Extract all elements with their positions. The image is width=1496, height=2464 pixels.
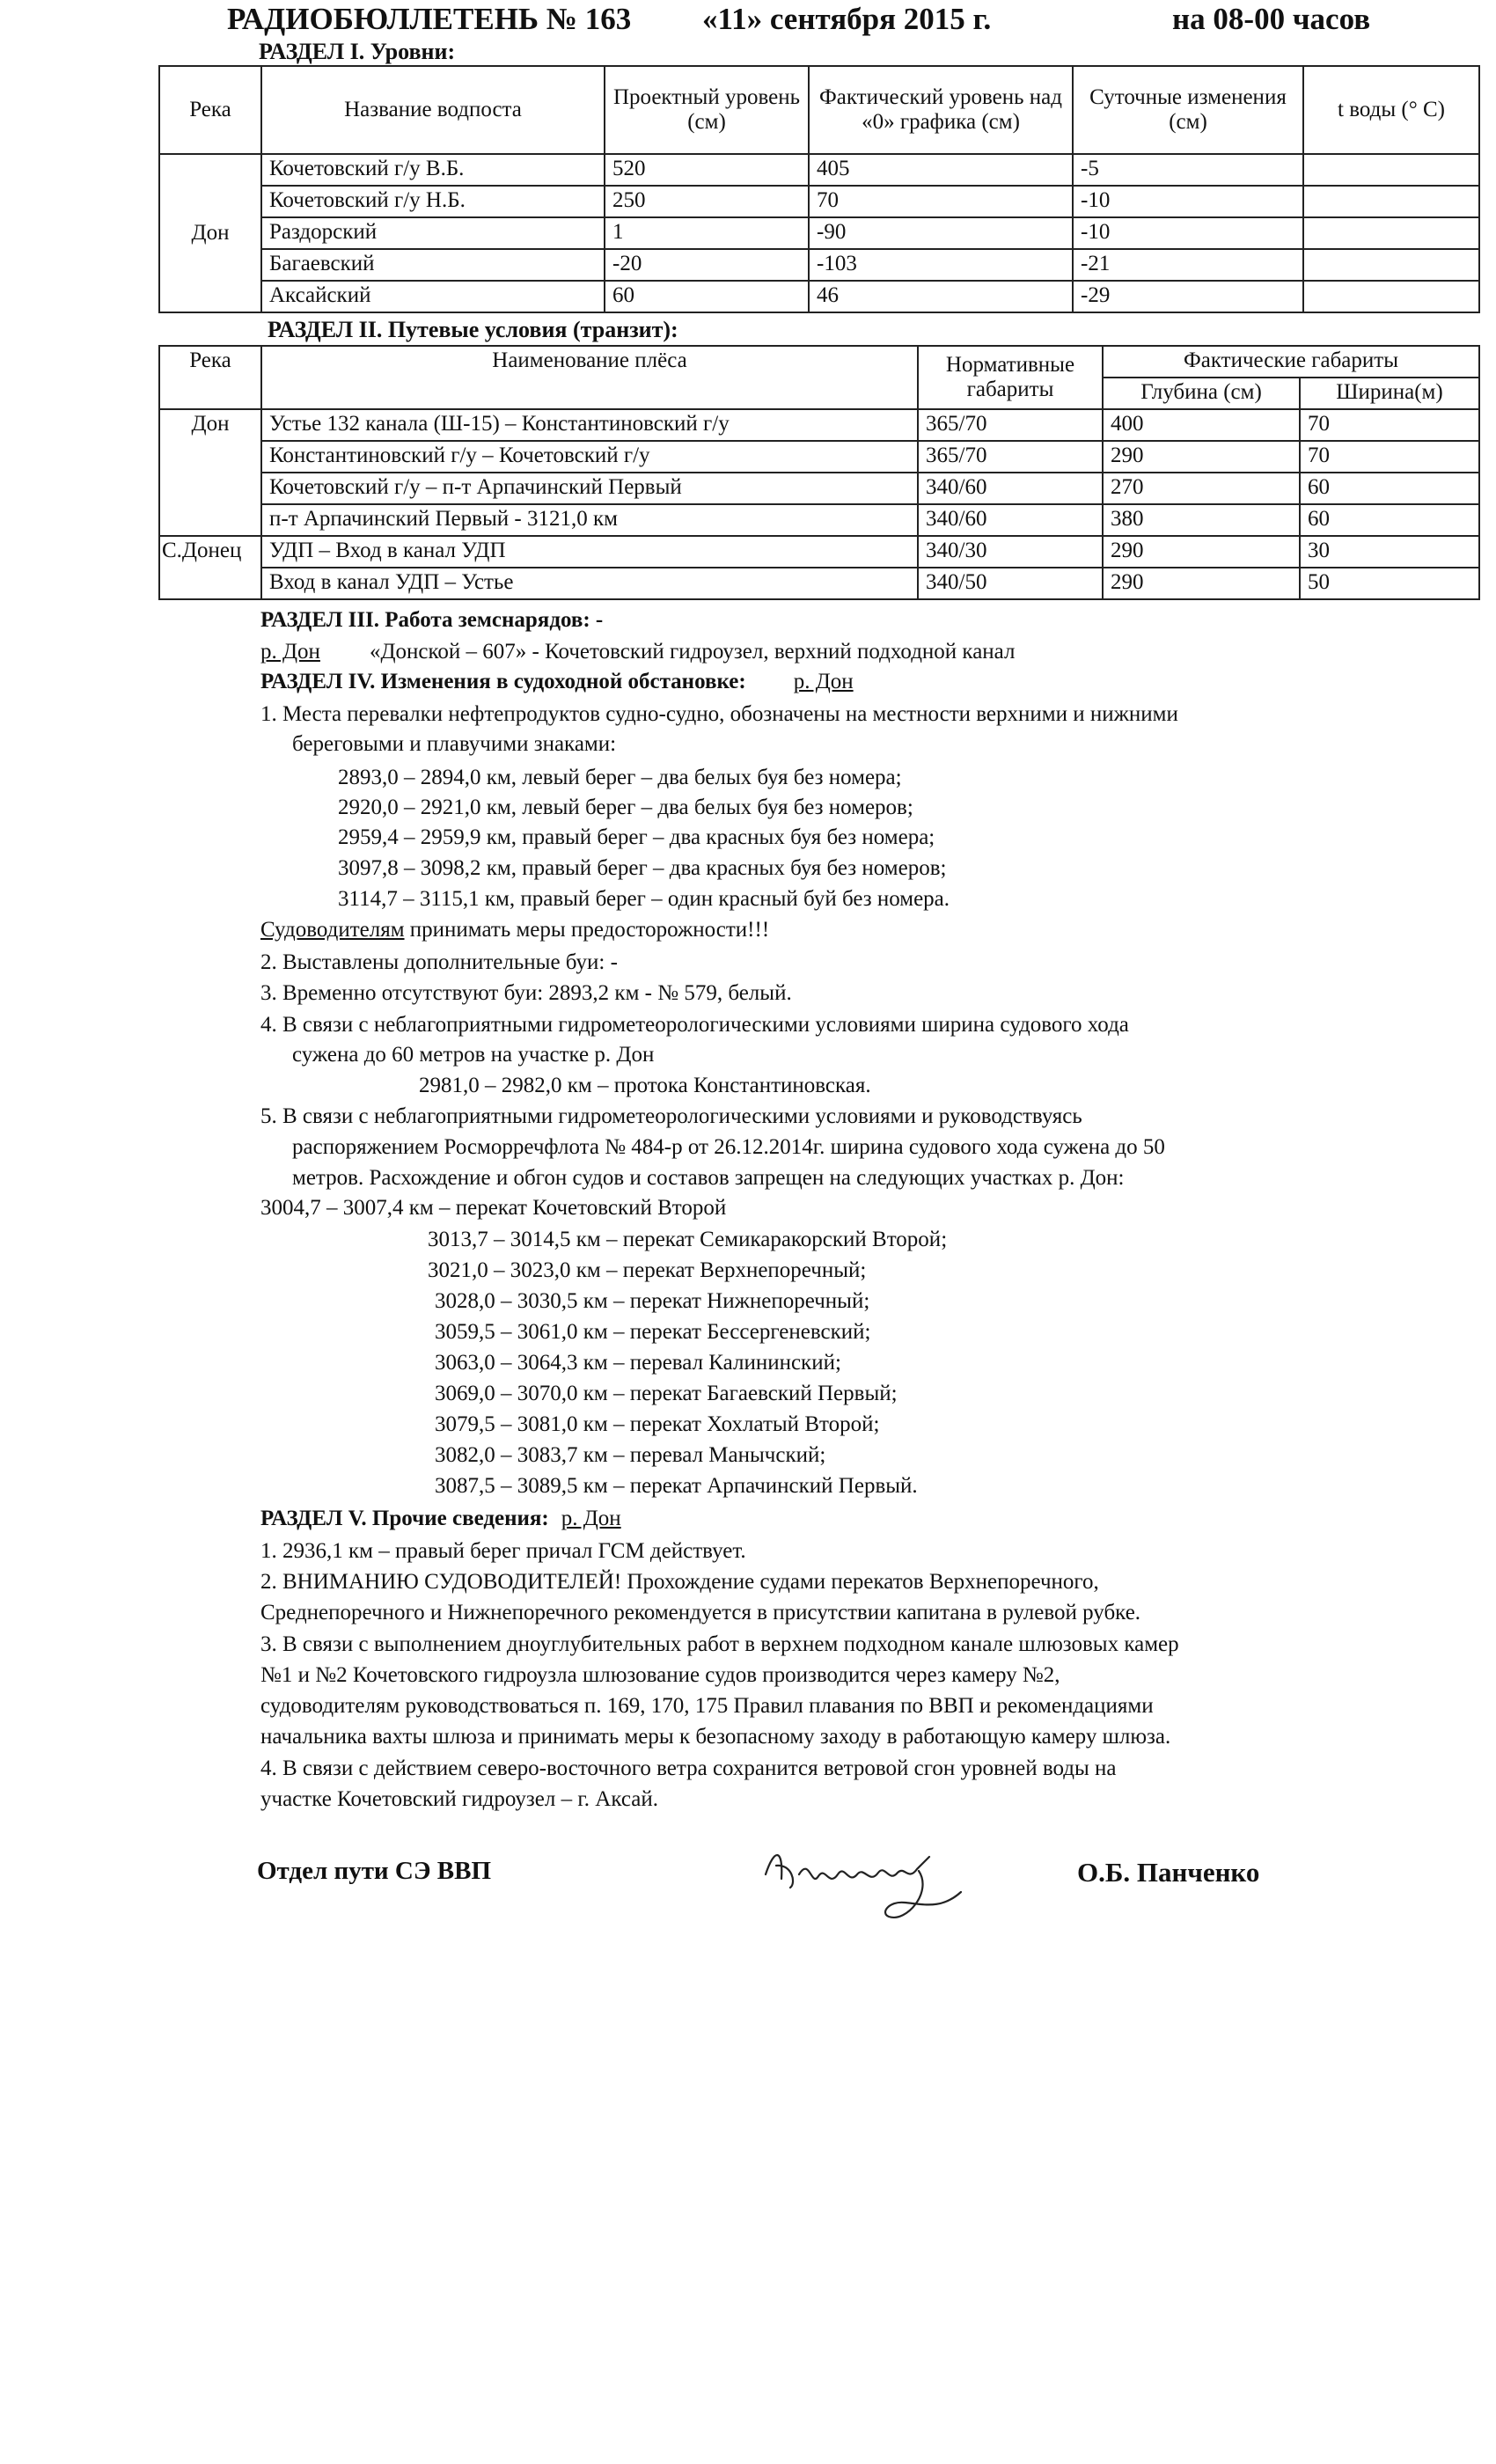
reach-cell: Устье 132 канала (Ш-15) – Константиновский г/у xyxy=(261,409,918,441)
list-item: 2959,4 – 2959,9 км, правый берег – два красных буя без номера; xyxy=(338,825,935,849)
list-item: 3063,0 – 3064,3 км – перевал Калининский; xyxy=(435,1351,841,1375)
col-header-width: Ширина(м) xyxy=(1300,378,1479,409)
table-row xyxy=(159,473,1479,504)
section4-item2: 2. Выставлены дополнительные буи: - xyxy=(260,950,618,974)
list-item: 3059,5 – 3061,0 км – перекат Бессергеневский; xyxy=(435,1320,871,1344)
section5-line: Среднепоречного и Нижнепоречного рекомендуется в присутствии капитана в рулевой рубке. xyxy=(260,1601,1141,1624)
reach-cell: Вход в канал УДП – Устье xyxy=(261,568,918,599)
section5-line: судоводителям руководствоваться п. 169, 170, 175 Правил плавания по ВВП и рекомендациями xyxy=(260,1694,1154,1718)
water-temp-cell xyxy=(1303,186,1479,217)
design-level-cell: 520 xyxy=(605,154,809,186)
daily-change-cell: -29 xyxy=(1073,281,1303,312)
list-item: 3097,8 – 3098,2 км, правый берег – два красных буя без номеров; xyxy=(338,856,947,880)
section4-item4-line1: 4. В связи с неблагоприятными гидрометеорологическими условиями ширина судового хода xyxy=(260,1013,1129,1037)
col-header-design-level: Проектный уровень (см) xyxy=(605,66,809,154)
water-temp-cell xyxy=(1303,249,1479,281)
section5-line: 1. 2936,1 км – правый берег причал ГСМ действует. xyxy=(260,1539,746,1563)
bulletin-date: «11» сентября 2015 г. xyxy=(702,2,992,36)
depth-cell: 380 xyxy=(1103,504,1300,536)
actual-level-cell: 70 xyxy=(809,186,1073,217)
section4-heading xyxy=(260,667,854,697)
table-row xyxy=(159,217,1479,249)
list-item: 3082,0 – 3083,7 км – перевал Манычский; xyxy=(435,1443,826,1467)
depth-cell: 290 xyxy=(1103,441,1300,473)
depth-cell: 270 xyxy=(1103,473,1300,504)
station-cell: Багаевский xyxy=(261,249,605,281)
table-row xyxy=(159,536,1479,568)
normative-cell: 340/30 xyxy=(918,536,1103,568)
daily-change-cell: -21 xyxy=(1073,249,1303,281)
station-cell: Кочетовский г/у В.Б. xyxy=(261,154,605,186)
col-header-depth: Глубина (см) xyxy=(1103,378,1300,409)
section4-item5-line4: 3004,7 – 3007,4 км – перекат Кочетовский Второй xyxy=(260,1196,727,1220)
width-cell: 70 xyxy=(1300,409,1479,441)
depth-cell: 290 xyxy=(1103,536,1300,568)
depth-cell: 290 xyxy=(1103,568,1300,599)
col-header-river: Река xyxy=(159,346,261,409)
section3-river: р. Дон xyxy=(260,640,320,664)
table-row xyxy=(159,441,1479,473)
section5-line: 4. В связи с действием северо-восточного ветра сохранится ветровой сгон уровней воды на xyxy=(260,1756,1117,1780)
col-header-daily-change: Суточные изменения (см) xyxy=(1073,66,1303,154)
section5-line: №1 и №2 Кочетовского гидроузла шлюзование судов производится через камеру №2, xyxy=(260,1663,1060,1687)
section4-river: р. Дон xyxy=(793,670,854,693)
handwritten-signature xyxy=(757,1839,968,1936)
river-cell: Дон xyxy=(159,409,261,536)
actual-level-cell: -103 xyxy=(809,249,1073,281)
actual-level-cell: 46 xyxy=(809,281,1073,312)
levels-table xyxy=(158,65,1480,313)
list-item: 3028,0 – 3030,5 км – перекат Нижнепоречный; xyxy=(435,1289,870,1313)
list-item: 3114,7 – 3115,1 км, правый берег – один красный буй без номера. xyxy=(338,887,950,911)
section1-title: РАЗДЕЛ I. Уровни: xyxy=(259,39,456,64)
section4-item3: 3. Временно отсутствуют буи: 2893,2 км - № 579, белый. xyxy=(260,981,792,1005)
section4-item5-line2: распоряжением Росморречфлота № 484-р от 26.12.2014г. ширина судового хода сужена до 50 xyxy=(292,1135,1165,1159)
actual-level-cell: 405 xyxy=(809,154,1073,186)
signatory-name: О.Б. Панченко xyxy=(1077,1857,1260,1888)
actual-level-cell: -90 xyxy=(809,217,1073,249)
section5-line: участке Кочетовский гидроузел – г. Аксай. xyxy=(260,1787,659,1811)
col-header-reach: Наименование плёса xyxy=(261,346,918,409)
width-cell: 30 xyxy=(1300,536,1479,568)
transit-header-row xyxy=(159,346,1479,378)
table-row xyxy=(159,504,1479,536)
water-temp-cell xyxy=(1303,217,1479,249)
col-header-actual: Фактические габариты xyxy=(1103,346,1479,378)
section3-title: РАЗДЕЛ III. Работа земснарядов: - xyxy=(260,608,604,632)
table-row xyxy=(159,154,1479,186)
daily-change-cell: -5 xyxy=(1073,154,1303,186)
station-cell: Кочетовский г/у Н.Б. xyxy=(261,186,605,217)
reach-cell: п-т Арпачинский Первый - 3121,0 км xyxy=(261,504,918,536)
section4-item5-line1: 5. В связи с неблагоприятными гидрометеорологическими условиями и руководствуясь xyxy=(260,1104,1082,1128)
section5-line: 2. ВНИМАНИЮ СУДОВОДИТЕЛЕЙ! Прохождение судами перекатов Верхнепоречного, xyxy=(260,1570,1099,1594)
section5-heading xyxy=(260,1504,621,1534)
transit-table xyxy=(158,345,1480,600)
section3-dredger: «Донской – 607» - Кочетовский гидроузел, верхний подходной канал xyxy=(369,640,1016,664)
reach-cell: Константиновский г/у – Кочетовский г/у xyxy=(261,441,918,473)
width-cell: 60 xyxy=(1300,473,1479,504)
list-item: 3069,0 – 3070,0 км – перекат Багаевский Первый; xyxy=(435,1382,898,1405)
bulletin-title: РАДИОБЮЛЛЕТЕНЬ № 163 xyxy=(227,2,632,36)
notice-underlined: Судоводителям xyxy=(260,918,405,942)
notice-rest: принимать меры предосторожности!!! xyxy=(404,918,770,942)
section5-river: р. Дон xyxy=(561,1507,621,1530)
section4-item4-line3: 2981,0 – 2982,0 км – протока Константиновская. xyxy=(419,1074,871,1097)
reach-cell: Кочетовский г/у – п-т Арпачинский Первый xyxy=(261,473,918,504)
design-level-cell: 60 xyxy=(605,281,809,312)
river-cell: С.Донец xyxy=(159,536,261,599)
col-header-water-temp: t воды (° C) xyxy=(1303,66,1479,154)
table-row xyxy=(159,249,1479,281)
list-item: 2893,0 – 2894,0 км, левый берег – два белых буя без номера; xyxy=(338,766,902,789)
width-cell: 70 xyxy=(1300,441,1479,473)
water-temp-cell xyxy=(1303,154,1479,186)
section4-title: РАЗДЕЛ IV. Изменения в судоходной обстановке: xyxy=(260,670,746,693)
col-header-river: Река xyxy=(159,66,261,154)
daily-change-cell: -10 xyxy=(1073,186,1303,217)
section5-title: РАЗДЕЛ V. Прочие сведения: xyxy=(260,1507,549,1530)
water-temp-cell xyxy=(1303,281,1479,312)
bulletin-time: на 08-00 часов xyxy=(1172,2,1371,36)
list-item: 3013,7 – 3014,5 км – перекат Семикаракорский Второй; xyxy=(428,1228,948,1251)
bulletin-header xyxy=(227,2,1399,37)
col-header-actual-level: Фактический уровень над «0» графика (см) xyxy=(809,66,1073,154)
width-cell: 60 xyxy=(1300,504,1479,536)
section3-body xyxy=(260,637,1015,667)
col-header-normative: Нормативные габариты xyxy=(918,346,1103,409)
section4-notice xyxy=(260,915,769,945)
width-cell: 50 xyxy=(1300,568,1479,599)
section4-item5-line3: метров. Расхождение и обгон судов и составов запрещен на следующих участках р. Дон: xyxy=(292,1166,1125,1190)
reach-cell: УДП – Вход в канал УДП xyxy=(261,536,918,568)
normative-cell: 340/60 xyxy=(918,473,1103,504)
table-row xyxy=(159,281,1479,312)
col-header-station: Название водпоста xyxy=(261,66,605,154)
normative-cell: 365/70 xyxy=(918,441,1103,473)
section4-item4-line2: сужена до 60 метров на участке р. Дон xyxy=(292,1043,655,1067)
design-level-cell: 250 xyxy=(605,186,809,217)
list-item: 3021,0 – 3023,0 км – перекат Верхнепоречный; xyxy=(428,1258,867,1282)
design-level-cell: 1 xyxy=(605,217,809,249)
table-row xyxy=(159,409,1479,441)
normative-cell: 340/50 xyxy=(918,568,1103,599)
section4-item1-line2: береговыми и плавучими знаками: xyxy=(292,732,617,756)
list-item: 2920,0 – 2921,0 км, левый берег – два белых буя без номеров; xyxy=(338,796,913,819)
table-row xyxy=(159,568,1479,599)
river-cell: Дон xyxy=(159,154,261,312)
depth-cell: 400 xyxy=(1103,409,1300,441)
section5-line: 3. В связи с выполнением дноуглубительных работ в верхнем подходном канале шлюзовых камер xyxy=(260,1632,1179,1656)
list-item: 3079,5 – 3081,0 км – перекат Хохлатый Второй; xyxy=(435,1412,880,1436)
daily-change-cell: -10 xyxy=(1073,217,1303,249)
list-item: 3087,5 – 3089,5 км – перекат Арпачинский Первый. xyxy=(435,1474,918,1498)
normative-cell: 340/60 xyxy=(918,504,1103,536)
section2-title: РАЗДЕЛ II. Путевые условия (транзит): xyxy=(268,317,678,342)
department-label: Отдел пути СЭ ВВП xyxy=(257,1857,491,1885)
design-level-cell: -20 xyxy=(605,249,809,281)
levels-header-row xyxy=(159,66,1479,154)
normative-cell: 365/70 xyxy=(918,409,1103,441)
section5-line: начальника вахты шлюза и принимать меры к безопасному заходу в работающую камеру шлюза. xyxy=(260,1725,1171,1749)
station-cell: Аксайский xyxy=(261,281,605,312)
station-cell: Раздорский xyxy=(261,217,605,249)
section4-item1-line1: 1. Места перевалки нефтепродуктов судно-судно, обозначены на местности верхними и нижними xyxy=(260,702,1178,726)
table-row xyxy=(159,186,1479,217)
